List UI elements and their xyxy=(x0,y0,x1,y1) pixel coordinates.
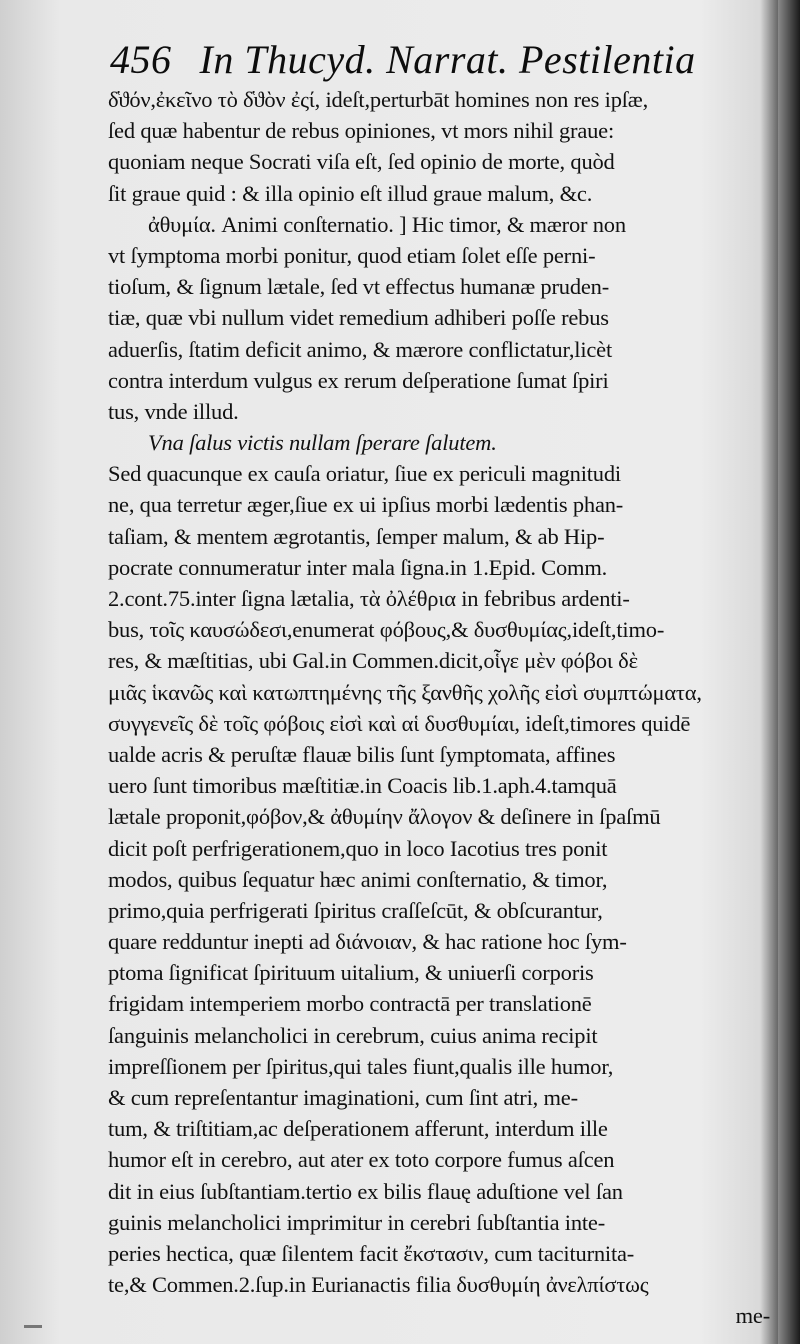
text-line: uero ſunt timoribus mæſtitiæ.in Coacis lib.1.aph.4.tamquā xyxy=(108,773,617,799)
text-line: contra interdum vulgus ex rerum deſperatione ſumat ſpiri xyxy=(108,367,609,393)
text-line: ptoma ſignificat ſpirituum uitalium, & uniuerſi corporis xyxy=(108,960,594,986)
page-number: 456 xyxy=(110,37,172,82)
text-line: aduerſis, ſtatim deficit animo, & mærore conflictatur,licèt xyxy=(108,336,613,362)
text-line: δ̔ϑόν,ἐκεῖνο τὸ δ̔ϑὸν ἐςί, ideſt,perturbāt homines non res ipſæ, xyxy=(108,87,649,112)
text-line: peries hectica, quæ ſilentem facit ἔκστασιν, cum taciturnita- xyxy=(108,1240,635,1266)
text-line: quare redduntur inepti ad διάνοιαν, & hac ratione hoc ſym- xyxy=(108,929,627,955)
text-line: dit in eius ſubſtantiam.tertio ex bilis flauę aduſtione vel ſan xyxy=(108,1178,623,1204)
text-line: quoniam neque Socrati viſa eſt, ſed opinio de morte, quòd xyxy=(108,149,615,175)
text-line: primo,quia perfrigerati ſpiritus craſſeſcūt, & obſcurantur, xyxy=(108,897,603,923)
text-line: ſed quæ habentur de rebus opiniones, vt mors nihil graue: xyxy=(108,118,615,144)
text-line: pocrate connumeratur inter mala ſigna.in 1.Epid. Comm. xyxy=(108,554,608,580)
body-text xyxy=(108,84,770,1332)
text-line: modos, quibus ſequatur hæc animi conſternatio, & timor, xyxy=(108,866,608,892)
text-line: bus, τοῖς καυσώδεσι,enumerat φόβους,& δυσθυμίας,ideſt,timo- xyxy=(108,617,665,643)
text-line: impreſſionem per ſpiritus,qui tales fiunt,qualis ille humor, xyxy=(108,1053,614,1079)
text-line: tioſum, & ſignum lætale, ſed vt effectus humanæ pruden- xyxy=(108,274,609,300)
catchword: me- xyxy=(735,1303,770,1329)
edge-mark xyxy=(24,1325,42,1328)
text-line: 2.cont.75.inter ſigna lætalia, τὰ ὀλέθρια in febribus ardenti- xyxy=(108,586,630,611)
text-line: vt ſymptoma morbi ponitur, quod etiam ſolet eſſe perni- xyxy=(108,242,596,268)
text-line: ſit graue quid : & illa opinio eſt illud graue malum, &c. xyxy=(108,180,593,206)
text-line: te,& Commen.2.ſup.in Eurianactis filia δυσθυμίη ἀνελπίστως xyxy=(108,1272,649,1298)
running-title: In Thucyd. Narrat. Pestilentia xyxy=(199,37,696,82)
text-line: humor eſt in cerebro, aut ater ex toto corpore fumus aſcen xyxy=(108,1147,615,1173)
text-line: guinis melancholici imprimitur in cerebri ſubſtantia inte- xyxy=(108,1209,606,1235)
book-gutter xyxy=(778,0,800,1344)
text-line: & cum repreſentantur imaginationi, cum ſint atri, me- xyxy=(108,1085,578,1110)
verse-quotation: Vna ſalus victis nullam ſperare ſalutem. xyxy=(148,430,497,456)
text-line: ne, qua terretur æger,ſiue ex ui ipſius morbi lædentis phan- xyxy=(108,492,624,518)
text-line: taſiam, & mentem ægrotantis, ſemper malum, & ab Hip- xyxy=(108,523,605,549)
text-line: ἀθυμία. Animi conſternatio. ] Hic timor, & mæror non xyxy=(148,211,626,237)
text-line: ualde acris & peruſtæ flauæ bilis ſunt ſymptomata, affines xyxy=(108,741,616,767)
text-line: συγγενεῖς δὲ τοῖς φόβοις εἰσὶ καὶ αἱ δυσθυμίαι, ideſt,timores quidē xyxy=(108,710,691,736)
text-line: res, & mæſtitias, ubi Gal.in Commen.dicit,οἷγε μὲν φόβοι δὲ xyxy=(108,648,638,674)
text-line: tus, vnde illud. xyxy=(108,398,239,424)
text-line: ſanguinis melancholici in cerebrum, cuius anima recipit xyxy=(108,1022,598,1048)
text-line: frigidam intemperiem morbo contractā per translationē xyxy=(108,991,592,1017)
text-line: dicit poſt perfrigerationem,quo in loco Iacotius tres ponit xyxy=(108,835,608,861)
text-line: Sed quacunque ex cauſa oriatur, ſiue ex periculi magnitudi xyxy=(108,461,621,487)
text-line: tiæ, quæ vbi nullum videt remedium adhiberi poſſe rebus xyxy=(108,305,609,331)
text-line: lætale proponit,φόβον,& ἀθυμίην ἄλογον & deſinere in ſpaſmū xyxy=(108,804,661,830)
text-line: tum, & triſtitiam,ac deſperationem afferunt, interdum ille xyxy=(108,1116,608,1142)
text-line: μιᾶς ἱκανῶς καὶ κατωπτημένης τῆς ξανθῆς χολῆς εἰσὶ συμπτώματα, xyxy=(108,679,702,705)
